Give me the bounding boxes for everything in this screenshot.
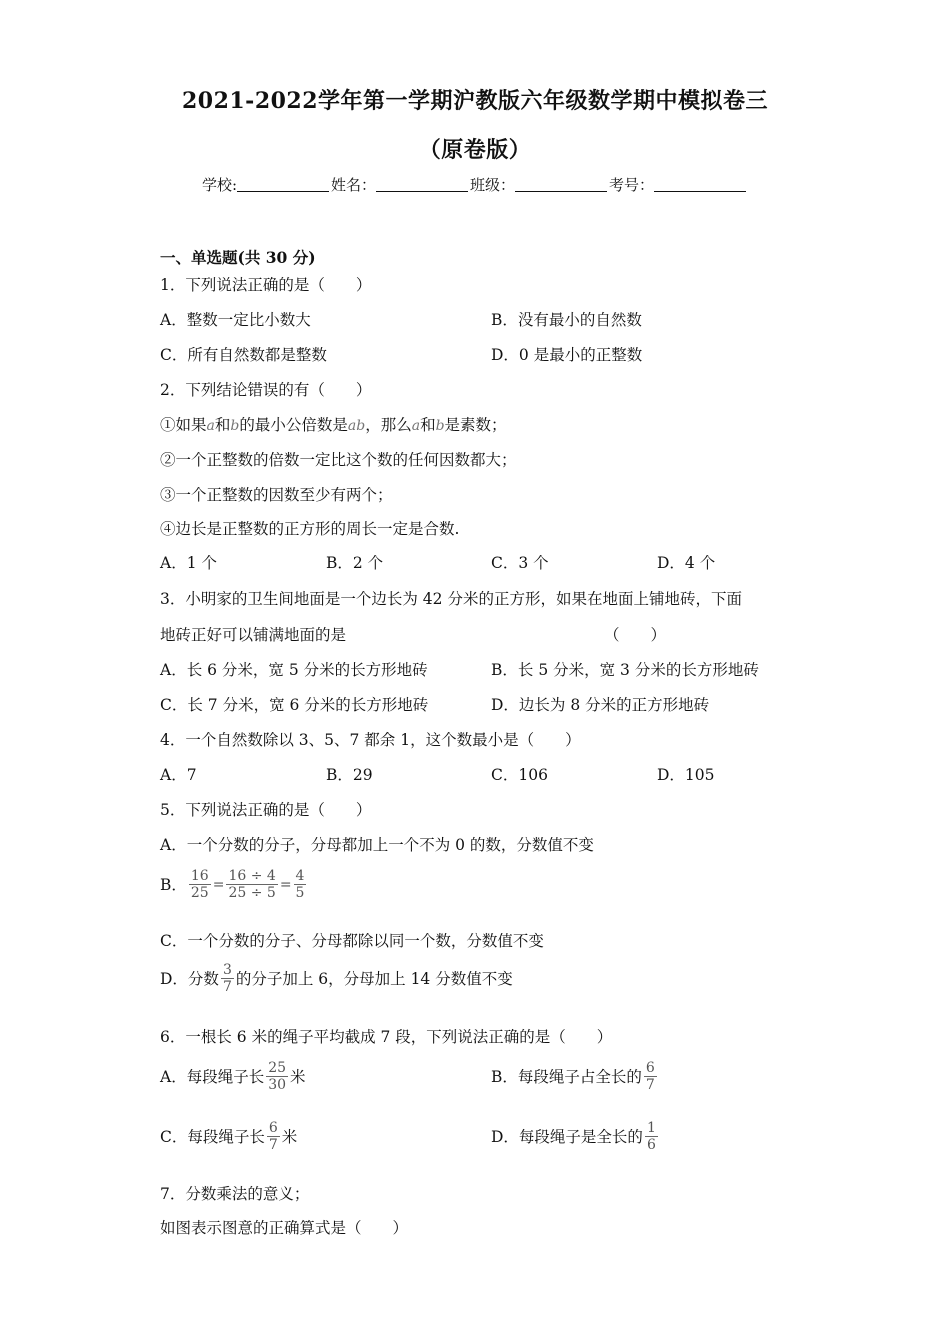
- exam-no-blank: [654, 176, 746, 192]
- q2-option-a: A．1 个: [160, 554, 217, 572]
- q2-option-d: D．4 个: [657, 554, 716, 572]
- exam-no-label: 考号：: [609, 176, 655, 194]
- q3-option-a: A．长 6 分米，宽 5 分米的长方形地砖: [160, 661, 428, 679]
- fraction: $\frac{3}{7}$: [222, 962, 232, 995]
- class-blank: [515, 176, 607, 192]
- q5-option-a: A．一个分数的分子，分母都加上一个不为 0 的数，分数值不变: [160, 836, 594, 854]
- fraction: $\frac{16 \div 4}{25 \div 5}$: [228, 868, 276, 901]
- q3-answer-paren: （ ）: [604, 626, 667, 644]
- q7-subquestion: 如图表示图意的正确算式是（ ）: [160, 1219, 409, 1237]
- q3-option-d: D．边长为 8 分米的正方形地砖: [491, 696, 710, 714]
- q6-option-b: B．每段绳子占全长的 $\frac{6}{7}$: [491, 1060, 655, 1093]
- fraction: $\frac{25}{30}$: [268, 1060, 287, 1093]
- q3-option-c: C．长 7 分米，宽 6 分米的长方形地砖: [160, 696, 429, 714]
- exam-title: 2021-2022学年第一学期沪教版六年级数学期中模拟卷三: [181, 88, 769, 114]
- fraction: $\frac{6}{7}$: [268, 1120, 278, 1153]
- q6-option-a: A．每段绳子长 $\frac{25}{30}$ 米: [160, 1060, 306, 1093]
- q2-option-b: B．2 个: [326, 554, 384, 572]
- q2-statement-3: ③一个正整数的因数至少有两个；: [160, 486, 393, 504]
- q1-option-b: B．没有最小的自然数: [491, 311, 642, 329]
- q1-option-c: C．所有自然数都是整数: [160, 346, 327, 364]
- name-blank: [376, 176, 468, 192]
- fraction: $\frac{16}{25}$: [190, 868, 209, 901]
- q3-stem-line1: 3．小明家的卫生间地面是一个边长为 42 分米的正方形，如果在地面上铺地砖，下面: [160, 590, 742, 608]
- q4-stem: 4．一个自然数除以 3、5、7 都余 1，这个数最小是（ ）: [160, 731, 581, 749]
- q6-option-c: C．每段绳子长 $\frac{6}{7}$ 米: [160, 1120, 298, 1153]
- q5-option-b: B． $\frac{16}{25}$ = $\frac{16 \div 4}{25 \div 5}$ = $\frac{4}{5}$: [160, 868, 305, 901]
- var-a: a: [206, 418, 215, 434]
- var-ab: ab: [347, 418, 366, 434]
- name-label: 姓名：: [331, 176, 377, 194]
- q4-option-b: B．29: [326, 766, 373, 784]
- class-label: 班级：: [470, 176, 516, 194]
- q5-stem: 5．下列说法正确的是（ ）: [160, 801, 372, 819]
- var-b: b: [230, 418, 240, 434]
- q1-stem: 1．下列说法正确的是（ ）: [160, 276, 372, 294]
- q3-option-b: B．长 5 分米，宽 3 分米的长方形地砖: [491, 661, 759, 679]
- q6-option-d: D．每段绳子是全长的 $\frac{1}{6}$: [491, 1120, 656, 1153]
- q2-statement-4: ④边长是正整数的正方形的周长一定是合数.: [160, 520, 460, 538]
- q6-stem: 6．一根长 6 米的绳子平均截成 7 段，下列说法正确的是（ ）: [160, 1028, 613, 1046]
- exam-subtitle: （原卷版）: [418, 137, 532, 163]
- fraction: $\frac{4}{5}$: [295, 868, 305, 901]
- q5-option-c: C．一个分数的分子、分母都除以同一个数，分数值不变: [160, 932, 544, 950]
- q2-statement-1: ①如果a和b的最小公倍数是ab，那么a和b是素数；: [160, 416, 507, 434]
- fraction: $\frac{6}{7}$: [645, 1060, 655, 1093]
- q2-option-c: C．3 个: [491, 554, 549, 572]
- q2-statement-2: ②一个正整数的倍数一定比这个数的任何因数都大；: [160, 451, 517, 469]
- q1-option-a: A．整数一定比小数大: [160, 311, 311, 329]
- student-info-row: [0, 174, 950, 195]
- q4-option-c: C．106: [491, 766, 548, 784]
- school-blank: [237, 176, 329, 192]
- q1-option-d: D．0 是最小的正整数: [491, 346, 643, 364]
- q5-option-d: D．分数 $\frac{3}{7}$ 的分子加上 6，分母加上 14 分数值不变: [160, 962, 513, 995]
- q3-stem-line2: 地砖正好可以铺满地面的是: [160, 626, 347, 644]
- q2-stem: 2．下列结论错误的有（ ）: [160, 381, 372, 399]
- q4-option-a: A．7: [160, 766, 197, 784]
- q4-option-d: D．105: [657, 766, 715, 784]
- q7-stem: 7．分数乘法的意义；: [160, 1185, 310, 1203]
- section-heading: 一、单选题(共 30 分): [160, 248, 316, 267]
- school-label: 学校:: [201, 176, 237, 194]
- fraction: $\frac{1}{6}$: [646, 1120, 656, 1153]
